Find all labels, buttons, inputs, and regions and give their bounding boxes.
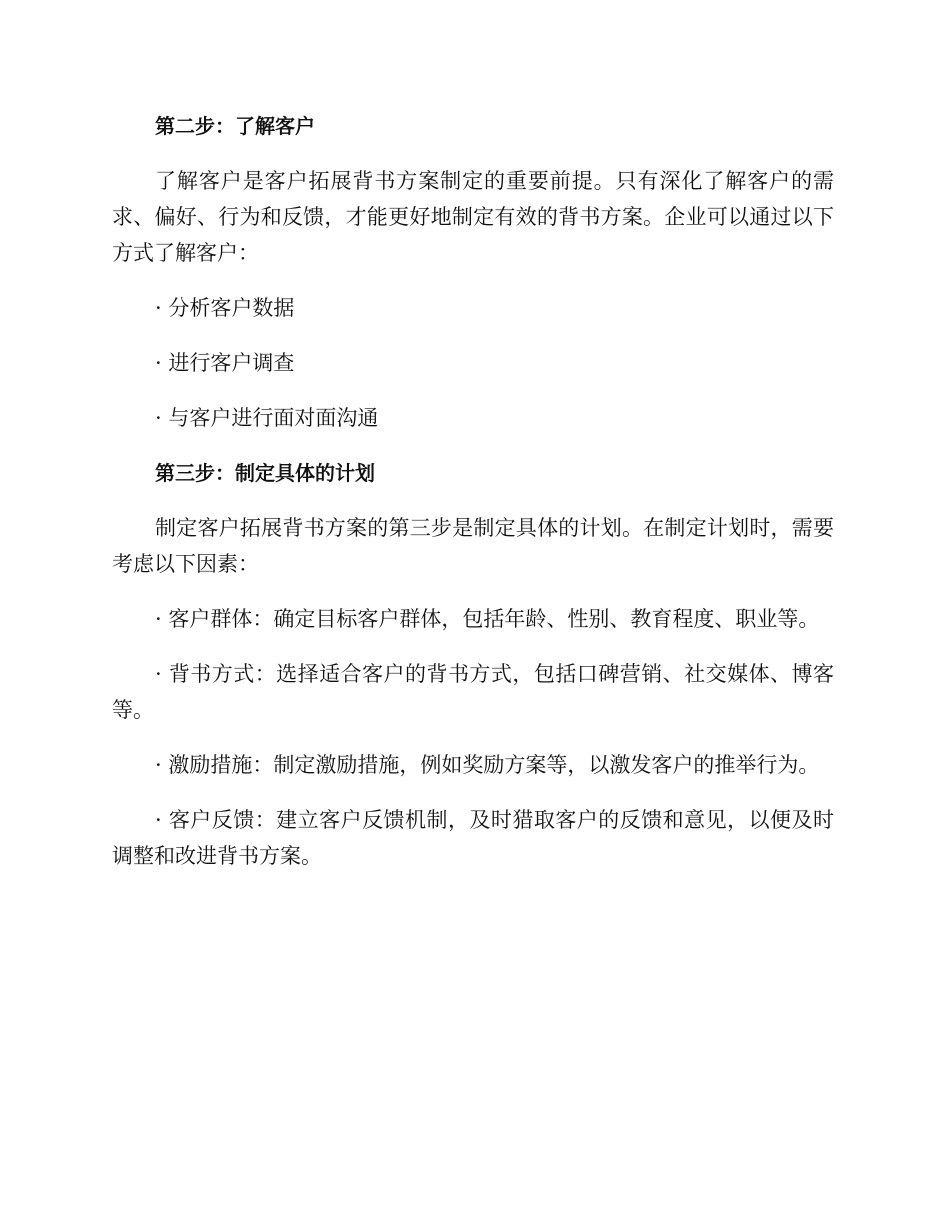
bullet-item: · 客户群体：确定目标客户群体，包括年龄、性别、教育程度、职业等。 — [155, 607, 820, 631]
bullet-item: · 与客户进行面对面沟通 — [155, 406, 379, 430]
bullet-item: · 客户反馈：建立客户反馈机制，及时猎取客户的反馈和意见，以便及时调整和改进背书方案。 — [112, 808, 834, 868]
section-paragraph-step-3: 制定客户拓展背书方案的第三步是制定具体的计划。在制定计划时，需要考虑以下因素： — [112, 516, 834, 576]
bullet-item: · 背书方式：选择适合客户的背书方式，包括口碑营销、社交媒体、博客等。 — [112, 662, 834, 722]
section-paragraph-step-2: 了解客户是客户拓展背书方案制定的重要前提。只有深化了解客户的需求、偏好、行为和反馈，才能更好地制定有效的背书方案。企业可以通过以下方式了解客户： — [112, 169, 834, 265]
bullet-item: · 进行客户调查 — [155, 351, 295, 375]
section-heading-step-3: 第三步：制定具体的计划 — [155, 461, 375, 485]
bullet-item: · 激励措施：制定激励措施，例如奖励方案等，以激发客户的推举行为。 — [155, 753, 820, 777]
document-body — [112, 108, 834, 893]
bullet-item: · 分析客户数据 — [155, 296, 295, 320]
section-heading-step-2: 第二步：了解客户 — [155, 114, 315, 138]
